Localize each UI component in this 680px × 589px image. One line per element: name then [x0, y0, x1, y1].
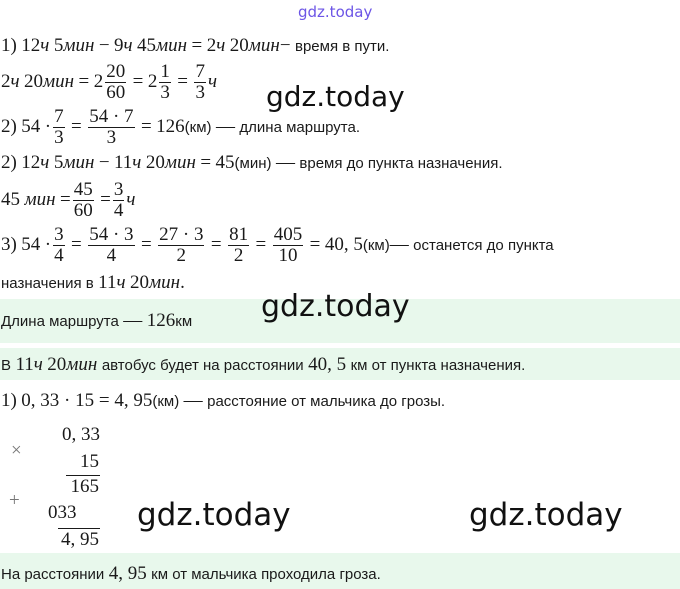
line-1	[1, 35, 389, 57]
math-operator: =	[191, 35, 203, 56]
math-value: 54	[21, 116, 41, 137]
fraction	[228, 225, 249, 266]
answer-text: В	[1, 357, 12, 374]
line-8	[1, 390, 445, 412]
watermark: gdz.today	[266, 80, 405, 113]
fraction	[88, 107, 134, 148]
math-dash: —	[123, 310, 143, 331]
fraction-denominator: 3	[106, 126, 117, 148]
math-unit: ч	[116, 272, 126, 293]
math-value: 126	[156, 116, 185, 137]
item-number: 1)	[1, 35, 17, 56]
math-unit: мин	[43, 71, 75, 92]
math-dash: —	[275, 152, 295, 173]
fraction-denominator: 4	[113, 199, 124, 221]
math-operator: −	[98, 35, 110, 56]
math-value: 11	[98, 272, 117, 293]
line-text: длина маршрута.	[239, 118, 361, 136]
fraction-denominator: 60	[106, 81, 126, 103]
math-unit: ч	[40, 152, 50, 173]
math-value: 9	[114, 35, 124, 56]
fraction-numerator: 81	[229, 223, 249, 245]
math-value: 4, 95	[108, 563, 147, 584]
item-number: 2)	[1, 152, 17, 173]
math-operator: =	[210, 234, 222, 255]
fraction	[105, 62, 126, 103]
math-operator: =	[177, 71, 189, 92]
fraction-denominator: 2	[176, 244, 187, 266]
fraction	[159, 62, 171, 103]
fraction	[273, 225, 304, 266]
math-unit: мин	[248, 35, 280, 56]
math-value: 2	[206, 35, 217, 56]
math-value: 45	[1, 189, 20, 210]
math-value: 54	[21, 234, 41, 255]
math-value: 5	[53, 35, 64, 56]
math-unit: ч	[207, 71, 218, 92]
answer-text: Длина маршрута	[1, 313, 119, 330]
answer-text: автобус будет на расстоянии	[101, 357, 304, 374]
math-value: 126	[146, 310, 176, 331]
answer-2	[1, 354, 525, 376]
answer-1	[1, 310, 192, 332]
math-operator: =	[59, 189, 71, 210]
math-unit: км	[175, 313, 193, 330]
line-5	[1, 176, 135, 224]
line-text: время до пункта назначения.	[299, 155, 503, 172]
column-multiplicand: 0, 33	[62, 424, 100, 445]
math-value: 20	[47, 354, 67, 375]
math-operator: =	[71, 234, 82, 255]
item-number: 2)	[1, 116, 17, 137]
fraction-denominator: 3	[195, 81, 205, 103]
math-unit: ч	[40, 35, 50, 56]
math-dash: −	[279, 35, 291, 56]
math-value: 20	[24, 71, 44, 92]
math-expression: 0, 33 · 15 = 4, 95	[21, 390, 153, 411]
fraction-denominator: 10	[278, 244, 298, 266]
math-unit: (км)	[362, 236, 390, 254]
math-value: 45	[215, 152, 235, 173]
times-sign: ×	[11, 440, 22, 461]
line-7	[1, 272, 185, 294]
math-operator: =	[309, 234, 321, 255]
answer-text: км от пункта назначения.	[350, 357, 526, 374]
math-period: .	[180, 272, 185, 293]
math-value: 11	[114, 152, 133, 173]
math-operator: =	[132, 71, 144, 92]
math-value: 20	[145, 152, 165, 173]
math-operator: =	[78, 71, 90, 92]
math-value: 20	[229, 35, 249, 56]
math-value: 12	[21, 35, 41, 56]
math-value: 2	[147, 71, 158, 92]
line-6	[1, 221, 554, 269]
math-unit: мин	[63, 152, 95, 173]
fraction	[53, 107, 65, 148]
math-operator: ·	[44, 234, 52, 255]
math-unit: ч	[126, 189, 136, 210]
fraction	[158, 225, 204, 266]
fraction-denominator: 4	[54, 244, 64, 266]
fraction-numerator: 54 · 3	[89, 223, 134, 245]
line-3	[1, 104, 360, 150]
math-dash: —	[215, 116, 235, 137]
fraction	[113, 180, 125, 221]
fraction	[53, 225, 65, 266]
math-unit: ч	[216, 35, 226, 56]
fraction-numerator: 7	[195, 60, 205, 82]
math-value: 11	[15, 354, 34, 375]
answer-3	[1, 563, 381, 585]
math-value: 2	[93, 71, 104, 92]
fraction	[73, 180, 94, 221]
math-unit: мин	[149, 272, 181, 293]
math-unit: мин	[164, 152, 196, 173]
column-partial-1: 165	[70, 476, 99, 497]
math-unit: (км)	[152, 393, 180, 410]
line-4	[1, 152, 503, 174]
math-value: 2	[1, 71, 11, 92]
line-text: расстояние от мальчика до грозы.	[207, 393, 446, 410]
math-operator: =	[100, 189, 111, 210]
fraction-denominator: 60	[73, 199, 93, 221]
fraction-numerator: 405	[273, 223, 303, 245]
line-text: останется до пункта	[413, 236, 554, 254]
math-operator: ·	[44, 116, 52, 137]
fraction	[88, 225, 134, 266]
math-operator: =	[200, 152, 212, 173]
math-unit: ч	[33, 354, 43, 375]
math-operator: =	[255, 234, 267, 255]
fraction-numerator: 3	[113, 178, 124, 200]
math-value: 20	[130, 272, 149, 293]
fraction-denominator: 3	[54, 126, 64, 148]
math-unit: мин	[24, 189, 56, 210]
fraction-numerator: 54 · 7	[89, 105, 134, 127]
line-2	[1, 58, 217, 106]
fraction-numerator: 45	[73, 178, 93, 200]
fraction-numerator: 20	[106, 60, 126, 82]
math-unit: мин	[156, 35, 188, 56]
math-value: 5	[53, 152, 64, 173]
fraction-numerator: 7	[54, 105, 64, 127]
math-unit: ч	[123, 35, 133, 56]
fraction-denominator: 3	[160, 81, 170, 103]
math-operator: =	[71, 116, 82, 137]
math-operator: −	[98, 152, 110, 173]
math-operator: =	[140, 234, 152, 255]
math-value: 45	[137, 35, 157, 56]
math-unit: ч	[10, 71, 20, 92]
watermark: gdz.today	[137, 497, 291, 533]
line-text: время в пути.	[294, 38, 390, 55]
column-multiplier: 15	[80, 451, 99, 472]
math-unit: (км)	[184, 118, 212, 136]
column-partial-2: 033	[48, 502, 77, 523]
math-operator: =	[140, 116, 152, 137]
fraction-numerator: 27 · 3	[159, 223, 204, 245]
fraction	[194, 62, 206, 103]
math-value: 12	[21, 152, 41, 173]
math-unit: мин	[63, 35, 95, 56]
fraction-denominator: 2	[233, 244, 244, 266]
math-value: 40, 5	[324, 234, 363, 255]
math-dash: —	[183, 390, 203, 411]
math-unit: ч	[132, 152, 142, 173]
plus-sign: +	[9, 490, 20, 511]
math-dash: —	[389, 234, 409, 255]
item-number: 3)	[1, 234, 17, 255]
math-unit: (мин)	[234, 155, 272, 172]
watermark: gdz.today	[261, 289, 410, 324]
math-value: 40, 5	[308, 354, 347, 375]
watermark-top: gdz.today	[298, 3, 373, 21]
fraction-denominator: 4	[106, 244, 117, 266]
watermark: gdz.today	[469, 497, 623, 533]
fraction-numerator: 3	[54, 223, 64, 245]
fraction-numerator: 1	[160, 60, 170, 82]
column-result: 4, 95	[61, 529, 99, 550]
answer-text: На расстоянии	[1, 566, 105, 583]
line-text: назначения в	[1, 275, 94, 292]
math-unit: мин	[66, 354, 98, 375]
item-number: 1)	[1, 390, 17, 411]
answer-text: км от мальчика проходила гроза.	[151, 566, 381, 583]
